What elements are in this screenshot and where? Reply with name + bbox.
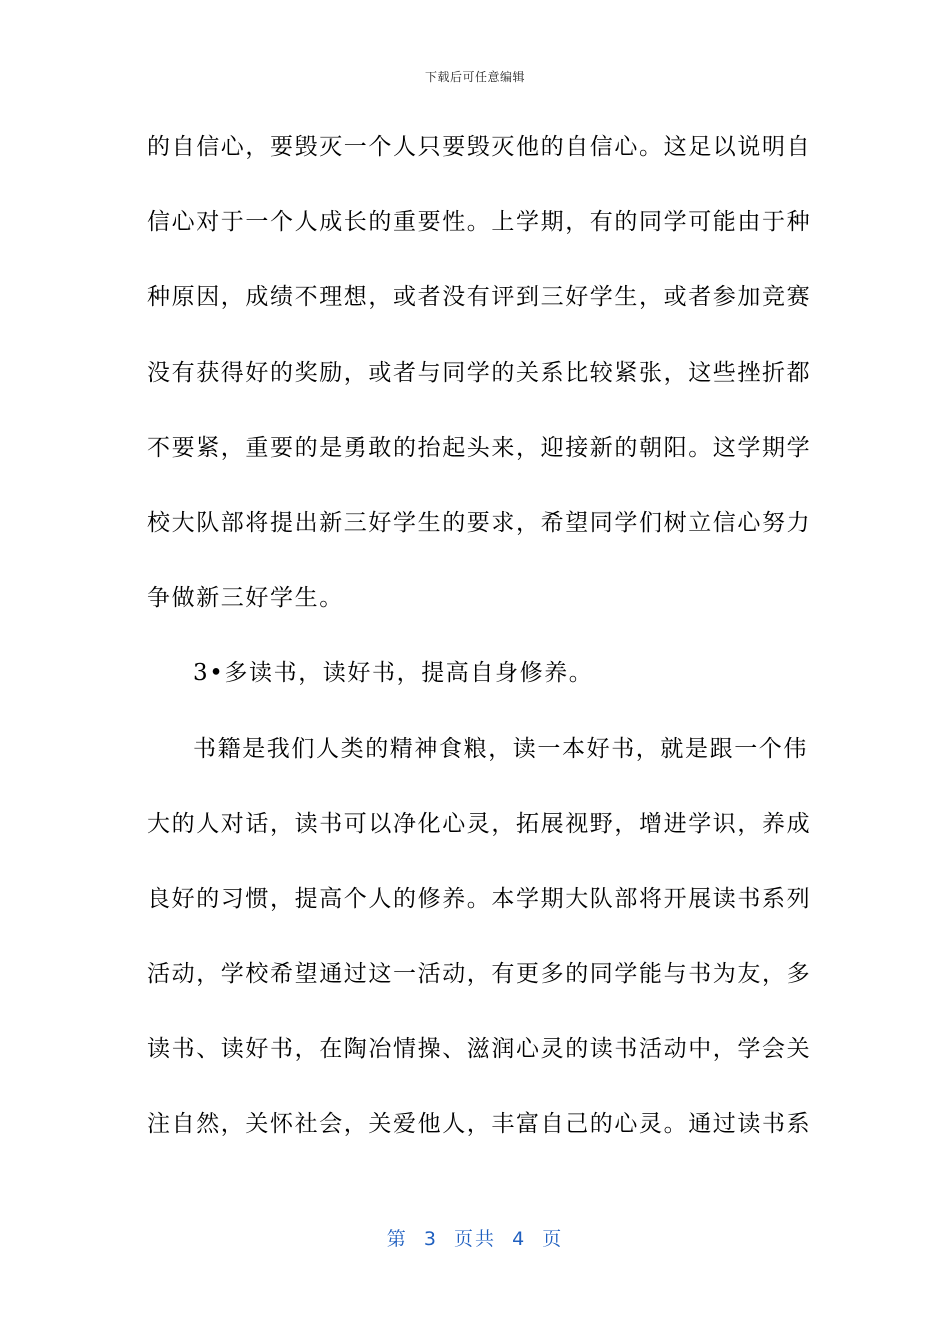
text-line: 没有获得好的奖励，或者与同学的关系比较紧张，这些挫折都	[147, 359, 812, 386]
text-line: 不要紧，重要的是勇敢的抬起头来，迎接新的朝阳。这学期学	[147, 434, 812, 461]
page-number-footer: 第 3 页共 4 页	[386, 1228, 564, 1250]
text-line: 大的人对话，读书可以净化心灵，拓展视野，增进学识，养成	[147, 810, 812, 837]
download-note: 下载后可任意编辑	[424, 70, 525, 84]
text-line: 书籍是我们人类的精神食粮，读一本好书，就是跟一个伟	[193, 735, 808, 762]
section-heading: 3•多读书，读好书，提高自身修养。	[193, 660, 594, 687]
text-line: 注自然，关怀社会，关爱他人，丰富自己的心灵。通过读书系	[147, 1111, 812, 1138]
document-body	[147, 127, 812, 1180]
text-line: 校大队部将提出新三好学生的要求，希望同学们树立信心努力	[147, 509, 812, 536]
text-line: 信心对于一个人成长的重要性。上学期，有的同学可能由于种	[147, 209, 812, 236]
text-line: 种原因，成绩不理想，或者没有评到三好学生，或者参加竞赛	[147, 284, 812, 311]
text-line: 争做新三好学生。	[147, 585, 344, 612]
text-line: 读书、读好书，在陶冶情操、滋润心灵的读书活动中，学会关	[147, 1036, 812, 1063]
text-line: 的自信心，要毁灭一个人只要毁灭他的自信心。这足以说明自	[147, 134, 812, 160]
text-line: 活动，学校希望通过这一活动，有更多的同学能与书为友，多	[147, 961, 812, 988]
text-line: 良好的习惯，提高个人的修养。本学期大队部将开展读书系列	[147, 885, 812, 912]
